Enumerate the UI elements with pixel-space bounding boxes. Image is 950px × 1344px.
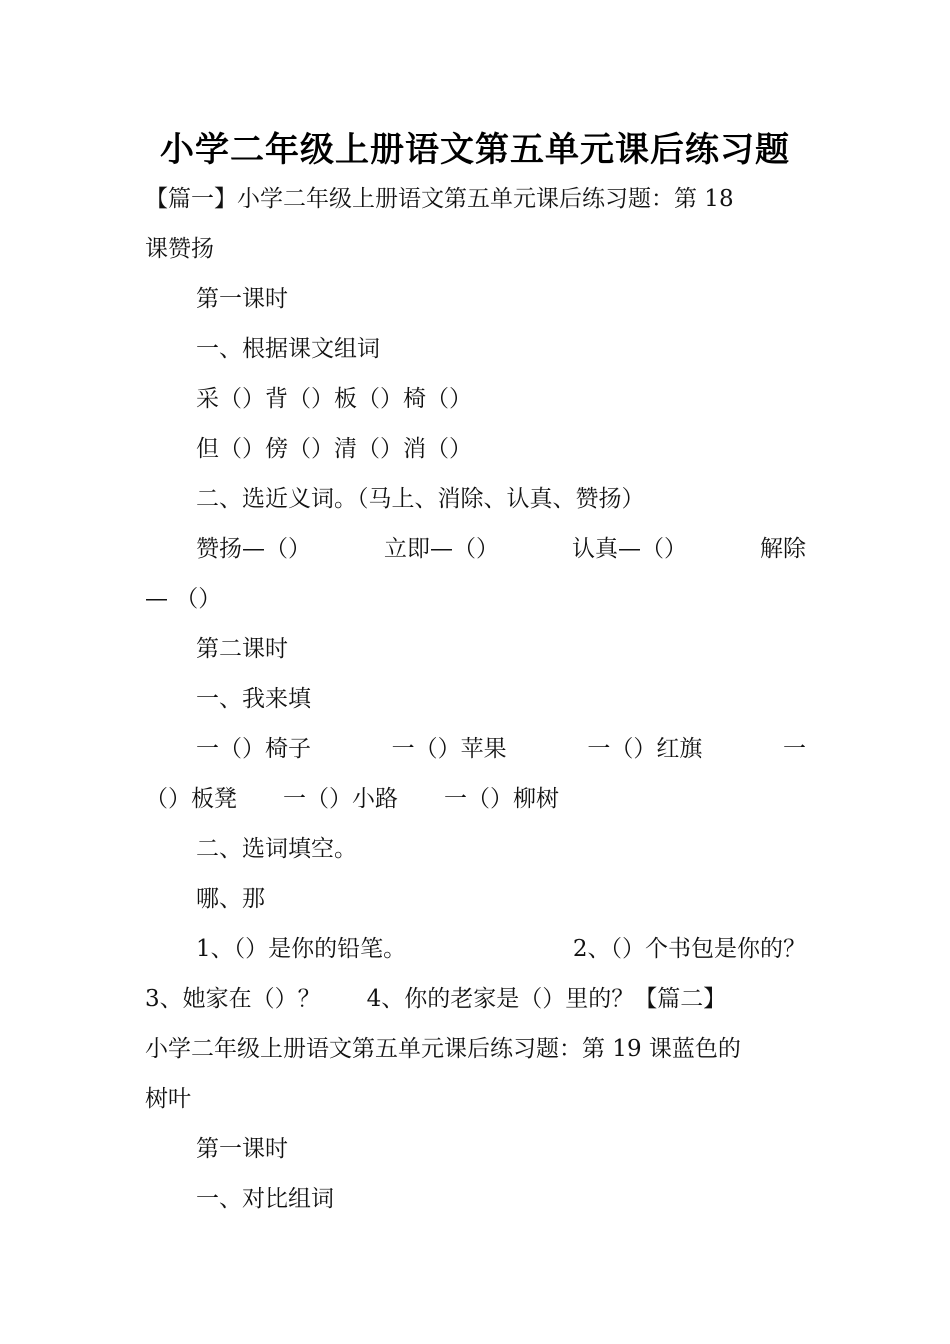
measure-item: 一（）苹果 [391, 736, 507, 762]
text-line: 3、她家在（）？ 4、你的老家是（）里的？【篇二】 [145, 986, 727, 1012]
text-line: — （） [145, 586, 222, 612]
exercise-heading: 一、根据课文组词 [196, 336, 380, 362]
exercise-heading: 二、选近义词。（马上、消除、认真、赞扬） [196, 486, 645, 512]
synonym-item: 解除 [760, 536, 806, 562]
exercise-line: 采（）背（）板（）椅（） [196, 386, 472, 412]
text-line: （）板凳 一（）小路 一（）柳树 [145, 786, 559, 812]
measure-item: 一（）红旗 [587, 736, 703, 762]
synonym-item: 赞扬—（） [196, 536, 311, 562]
synonym-row [196, 524, 806, 574]
exercise-heading: 一、我来填 [196, 686, 311, 712]
document-title: 小学二年级上册语文第五单元课后练习题 [160, 130, 790, 170]
fill-row [196, 924, 806, 974]
measure-item: 一 [782, 736, 806, 762]
text-line: 课赞扬 [145, 236, 214, 262]
section-heading: 小学二年级上册语文第五单元课后练习题：第 19 课蓝色的 [145, 1036, 741, 1062]
measure-row [196, 724, 806, 774]
lesson-heading: 第一课时 [196, 286, 288, 312]
measure-item: 一（）椅子 [196, 736, 311, 762]
synonym-item: 认真—（） [572, 536, 687, 562]
text-line: 哪、那 [196, 886, 265, 912]
exercise-heading: 二、选词填空。 [196, 836, 357, 862]
lesson-heading: 第二课时 [196, 636, 288, 662]
exercise-heading: 一、对比组词 [196, 1186, 334, 1212]
section-heading: 【篇一】小学二年级上册语文第五单元课后练习题：第 18 [145, 186, 734, 212]
fill-item: 1、（）是你的铅笔。 [196, 936, 407, 962]
exercise-line: 但（）傍（）清（）消（） [196, 436, 472, 462]
text-line: 树叶 [145, 1086, 191, 1112]
lesson-heading: 第一课时 [196, 1136, 288, 1162]
fill-item: 2、（）个书包是你的？ [572, 936, 806, 962]
synonym-item: 立即—（） [384, 536, 499, 562]
